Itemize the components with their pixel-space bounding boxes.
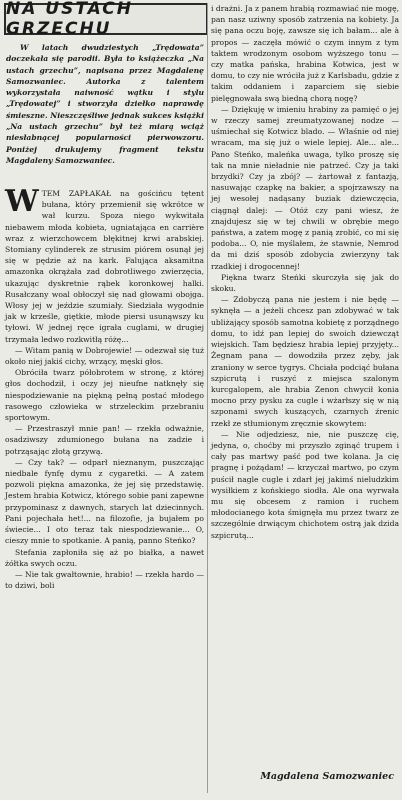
author-signature: Magdalena Samozwaniec: [260, 771, 394, 782]
column-divider: [207, 3, 208, 793]
body-paragraph: — Nie tak gwałtownie, hrabio! — rzekła hardo — to dziwi, boli: [5, 569, 204, 591]
body-paragraph: Obróciła twarz półobrotem w stronę, z której głos dochodził, i oczy jej nieufne natknęły się niespodziewanie na piękną pełną postać młodego rasowego człowieka w strzeleckim przebraniu sportowym.: [5, 368, 204, 423]
article-body-right-column: [211, 3, 399, 541]
article-intro: W latach dwudziestych „Trędowata” doczekała się parodii. Była to książeczka „Na ustach grzechu”, napisana przez Magdalenę Samozwaniec. Autorka z talentem wykorzystała naiwność wątku i stylu „Trędowatej” i stworzyła dziełko naprawdę śmieszne. Nieszczęśliwe jednak sukces książki „Na ustach grzechu” był też miarą wciąż niesłabnącej popularności pierwowzoru. Poniżej drukujemy fragment tekstu Magdaleny Samozwaniec.: [6, 43, 204, 165]
article-body-left-column: [5, 184, 204, 591]
drop-cap: W: [5, 184, 39, 219]
body-paragraph: — Dziękuję w imieniu hrabiny za pamięć o jej w rzeczy samej zreumatyzowanej nodze — uśmiechał się Kotwicz blado. — Właśnie od niej wracam, ma się już o wiele lepiej. Ale... ale... Pano Steńko, maleńka uwaga, tylko proszę się tak na mnie nieładnie nie patrzeć. Czy ja taki brzydki? Czy ja zbój? — żartował z fantazją, nasuwając czapkę na bakier, a spojrzawszy na jej wesołej nadąsany buziak dziewczęcia, ciągnął dalej: — Otóż czy pani wiesz, że znajdujesz się w tej chwili w obrębie mego państwa, a zatem mogę z panią zrobić, co mi się podoba... O, nie myślałem, że stawnie, Nemrod da mi dziś sposób zdobycia zwierzyny tak rzadkiej i drogocennej!: [211, 104, 399, 271]
body-paragraph: — Nie odjedziesz, nie, nie puszczę cię, jedyna, o, choćby mi przyszło zginąć trupem i cały pas martwy paść pod twe kolana. Ja cię pragnę i pożądam! — krzyczał martwo, po czym puścił nagle cugle i zdarł jej jakimś nieludzkim wysiłkiem z końskiego siodła. Ale ona wyrwała mu się obcesem z ramion i ruchem młodocianego kota śmignęła mu przez twarz ze szczególnie drwiącym chichotem ostrą jak dzida szpicrutą...: [211, 429, 399, 540]
body-paragraph: Piękna twarz Steńki skurczyła się jak do skoku.: [211, 272, 399, 294]
body-paragraph: — Witam panią w Dobrojewie! — odezwał się tuż około niej jakiś cichy, wrzący, męski głos.: [5, 345, 204, 367]
article-title-box: [4, 0, 208, 39]
body-paragraph: WTEM ZAPŁAKAŁ na gościńcu tętent bułana, który przemienił się wkrótce w wał kurzu. Spoza niego wykwitała niebawem młoda kobieta, ugniatająca en carrière wraz z wierzchowcem błękitnej krwi arabskiej. Stomiany cylinderek ze strusim piórem osunął jej się w pędzie aż na kark. Falująca aksamitna amazonka okrążała zad dobrotliwego zwierzęcia, ukazując dyskretnie rąbek koronkowej halki. Rusałczany woal obłoczył się nad głowami obojga. Włosy jej w jeździe szumiały. Siedziała wygodnie jak w krześle, giętkie, młode piersi usunąwszy ku tyłowi. W jednej ręce igrała cuglami, w drugiej trzymała ledwo rozkwitłą różę...: [5, 184, 204, 344]
body-paragraph: — Czy tak? — odparł nieznanym, puszczając niedbale fynfę dymu z cygaretki. — A zatem pozwoli pięknа amazonka, że jej się przedstawię. Jestem hrabia Kotwicz, którego sobie pani zapewne przypominasz z dawnych, starych lat dziecinnych. Pani pojechała het!... na filozofie, ja bujałem po świecie... I oto teraz tak niespodziewanie... O, cieszy mnie to spotkanie. A panią, panno Steńko?: [5, 457, 204, 546]
body-paragraph: Stefania zapłoniła się aż po białka, a nawet żółtka swych oczu.: [5, 547, 204, 568]
article-title: NA USTACH GRZECHU: [6, 0, 133, 39]
body-paragraph: i drażni. Ja z panem hrabią rozmawiać nie mogę, pan nasz uziwny sposób zatrzenia na kobiety. Ja się pana oczu boję, zawsze się ich bałam... ale à propos — zaczęła mówić o czym innym z tym taktem wrodzonym osobom wyższego tonu — czy matka pańska, hrabina Kotwica, jest w domu, to czy nie wróciła już z Karlsbadu, gdzie z takim oddaniem i zaparciem się siebie pielęgnowała swą biedną chorą nogę?: [211, 4, 399, 103]
body-paragraph: — Zdobyczą pana nie jestem i nie będę — syknęła — a jeżeli chcesz pan zdobywać w tak ubliżający sposób samotna kobietę z porządnego domu, to idź pan lepiej do swoich dziewcząt wiejskich. Tam będziesz hrabia lepiej przyjęty... Żegnam pana — dowodziła przez zęby, jak zraniony w serce tygrys. Chciała podciąć bułana szpicrutą i ruszyć z miejsca szalonym kurcgalopem, ale hrabia Zenon chwycił konia mocno przy pysku za cugle i wżarłszy się w nią szponami swych kuszących, czarnych źrenic rzekł ze stłumionym zręcznie skowytem:: [211, 295, 399, 428]
body-paragraph: — Przestraszył mnie pan! — rzekła odważnie, osadziwszy zdumionego bułana na zadzie i potrząsając złotą grzywą.: [5, 424, 204, 456]
